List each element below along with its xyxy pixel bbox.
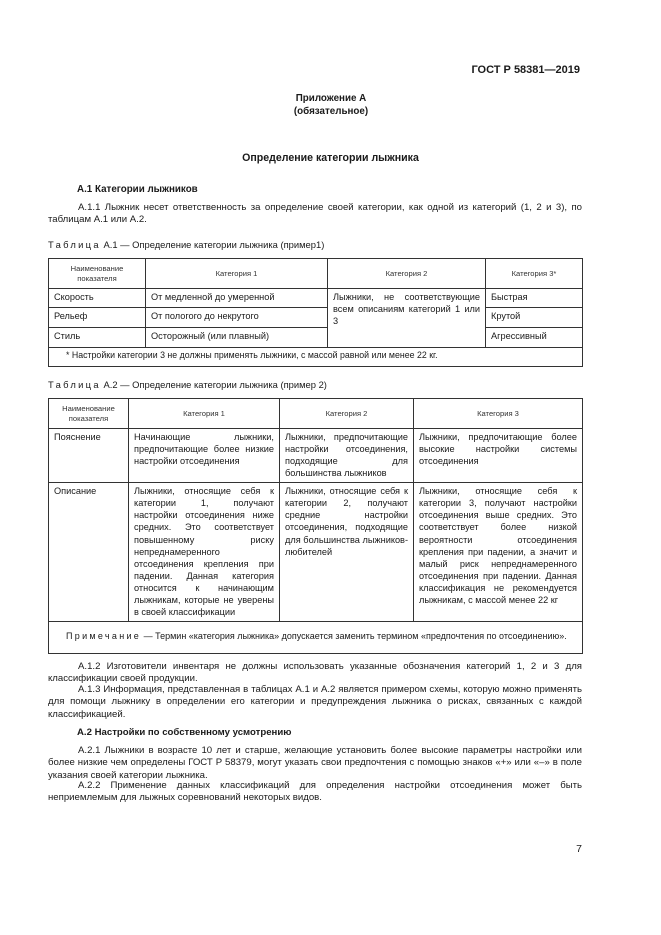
table-a2-cell-name: Пояснение (49, 429, 129, 483)
paragraph-a2-1: А.2.1 Лыжники в возрасте 10 лет и старше, желающие установить более высокие параметры настройки или более низкие чем определены ГОСТ Р 58379, могут указать свои предпочтения с помощью знаков «+» или «–» в поле указания своей категории лыжника. (48, 745, 582, 781)
annex-status: (обязательное) (293, 106, 369, 118)
page-number: 7 (576, 843, 582, 855)
table1-caption-text: А.1 — Определение категории лыжника (пример1) (100, 239, 325, 250)
table-a2-cell-cat1: Начинающие лыжники, предпочитающие более низкие настройки отсоединения (129, 429, 280, 483)
table-a1-cell-cat1: От медленной до умеренной (146, 289, 328, 308)
table-row (49, 483, 583, 622)
table-a1-cell-cat3: Агрессивный (486, 328, 583, 348)
table-a2-cell-cat1: Лыжники, относящие себя к категории 1, получают настройки отсоединения ниже средних. Это соответствует повышенному риску непреднамеренного отсоединения крепления при падении. Данная категория относится к начинающим лыжникам, которые не уверены в своей классификации (129, 483, 280, 622)
table-a2-cell-cat3: Лыжники, относящие себя к категории 3, получают настройки отсоединения выше средних. Это соответствует более низкой вероятности отсоединения крепления при падении, а значит и малый риск непреднамеренного отсоединения при падении. Данная классификация не рекомендуется лыжникам, с массой менее 22 кг (414, 483, 583, 622)
table-a2-header-row (49, 399, 583, 429)
table-a1-cell-name: Скорость (49, 289, 146, 308)
table-row (49, 429, 583, 483)
subsection-heading-a2: А.2 Настройки по собственному усмотрению (77, 727, 292, 738)
table-a1-header-cat2: Категория 2 (328, 259, 486, 289)
table-a1-cell-name: Рельеф (49, 308, 146, 328)
table-a1-cell-cat3: Быстрая (486, 289, 583, 308)
table-row (49, 308, 583, 328)
table-a2-note (49, 621, 583, 653)
table-a1-cell-cat1: Осторожный (или плавный) (146, 328, 328, 348)
table-row (49, 328, 583, 348)
table-a2-header-cat2: Категория 2 (280, 399, 414, 429)
annex-heading (200, 92, 462, 118)
table-a1-cell-cat2-merged: Лыжники, не соответствующие всем описаниям категорий 1 или 3 (328, 289, 486, 348)
table-a1-header-cat3: Категория 3* (486, 259, 583, 289)
table-a2-cell-cat3: Лыжники, предпочитающие более высокие настройки системы отсоединения (414, 429, 583, 483)
document-code: ГОСТ Р 58381—2019 (471, 64, 580, 76)
table2-caption-word: Таблица (48, 379, 101, 390)
table-a2-header-cat3: Категория 3 (414, 399, 583, 429)
table-a1-footnote: * Настройки категории 3 не должны применять лыжники, с массой равной или менее 22 кг. (49, 348, 583, 367)
paragraph-a1-3: А.1.3 Информация, представленная в таблицах А.1 и А.2 является примером схемы, которую можно применять для помощи лыжнику в определении его категории и предупреждения лыжника о рисках, связанных с каждой классификацией. (48, 684, 582, 720)
table-a2-note-word: Примечание (66, 631, 142, 642)
table-row (49, 289, 583, 308)
table-a1-header-row (49, 259, 583, 289)
table-a2-note-text: — Термин «категория лыжника» допускается заменить термином «предпочтения по отсоединению». (141, 631, 567, 642)
table-a1-cell-cat1: От пологого до некрутого (146, 308, 328, 328)
table-a1 (48, 258, 583, 367)
table-a1-header-cat1: Категория 1 (146, 259, 328, 289)
table1-caption-word: Таблица (48, 239, 101, 250)
paragraph-a1-2: А.1.2 Изготовители инвентаря не должны использовать указанные обозначения категорий 1, 2 и 3 для классификации своей продукции. (48, 661, 582, 685)
table2-caption-text: А.2 — Определение категории лыжника (пример 2) (100, 379, 327, 390)
table-a1-header-name: Наименование показателя (49, 259, 146, 289)
table-a2-header-name: Наименование показателя (49, 399, 129, 429)
table-a2-cell-cat2: Лыжники, предпочитающие настройки отсоединения, подходящие для большинства лыжников (280, 429, 414, 483)
table-a2 (48, 398, 583, 654)
table-a1-footnote-row (49, 348, 583, 367)
subsection-heading-a1: А.1 Категории лыжников (77, 184, 198, 195)
annex-title: Приложение А (295, 93, 367, 104)
table-a2-header-cat1: Категория 1 (129, 399, 280, 429)
paragraph-a1-1: А.1.1 Лыжник несет ответственность за определение своей категории, как одной из категорий (1, 2 и 3), по таблицам А.1 или А.2. (48, 202, 582, 226)
table-a2-cell-cat2: Лыжники, относящие себя к категории 2, получают средние настройки отсоединения, подходящие для большинства лыжников-любителей (280, 483, 414, 622)
table-a2-cell-name: Описание (49, 483, 129, 622)
table1-caption (48, 239, 324, 251)
table-a2-note-row (49, 621, 583, 653)
paragraph-a2-2: А.2.2 Применение данных классификаций для определения настройки отсоединения может быть неприемлемым для лыжных соревнований некоторых видов. (48, 780, 582, 804)
table-a1-cell-cat3: Крутой (486, 308, 583, 328)
section-title: Определение категории лыжника (242, 152, 419, 164)
table2-caption (48, 379, 327, 391)
table-a1-cell-name: Стиль (49, 328, 146, 348)
